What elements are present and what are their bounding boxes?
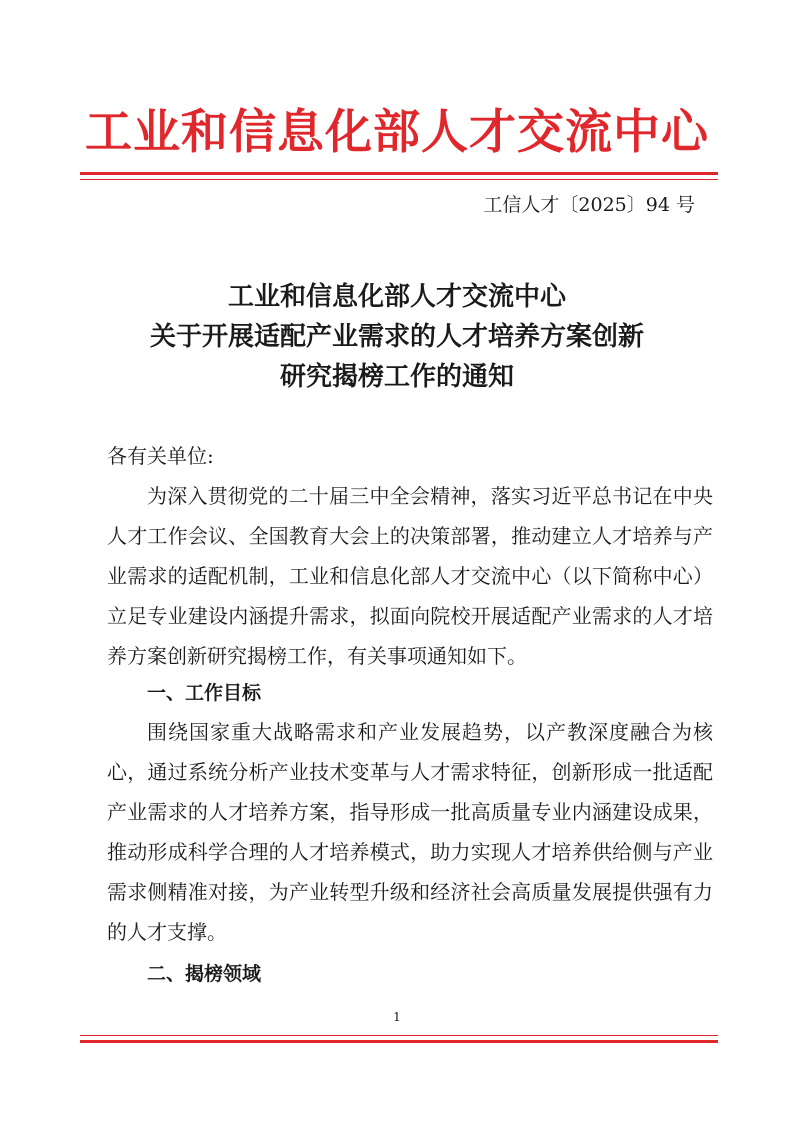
section-heading: 一、工作目标 [147,682,262,704]
masthead-rule-thin [80,179,718,180]
document-title [60,277,734,397]
addressee: 各有关单位: [107,444,214,468]
footer-rule-thick [80,1040,718,1043]
title-line: 工业和信息化部人才交流中心 [227,282,566,312]
masthead-rule-thick [80,172,718,175]
footer-rule-thin [80,1035,718,1036]
page-number: 1 [393,1010,401,1024]
body-paragraph: 为深入贯彻党的二十届三中全会精神，落实习近平总书记在中央人才工作会议、全国教育大会上的决策部署，推动建立人才培养与产业需求的适配机制，工业和信息化部人才交流中心（以下简称中心）立足专业建设内涵提升需求，拟面向院校开展适配产业需求的人才培养方案创新研究揭榜工作，有关事项通知如下。 [107,484,713,668]
title-line: 研究揭榜工作的通知 [279,362,514,392]
document-number: 工信人才〔2025〕94 号 [483,194,695,216]
section-heading: 二、揭榜领域 [147,963,262,985]
body-paragraph: 围绕国家重大战略需求和产业发展趋势，以产教深度融合为核心，通过系统分析产业技术变革与人才需求特征，创新形成一批适配产业需求的人才培养方案，指导形成一批高质量专业内涵建设成果，推动形成科学合理的人才培养模式，助力实现人才培养供给侧与产业需求侧精准对接，为产业转型升级和经济社会高质量发展提供强有力的人才支撑。 [107,720,713,944]
title-line: 关于开展适配产业需求的人才培养方案创新 [149,322,644,352]
masthead-title: 工业和信息化部人才交流中心 [85,105,709,160]
